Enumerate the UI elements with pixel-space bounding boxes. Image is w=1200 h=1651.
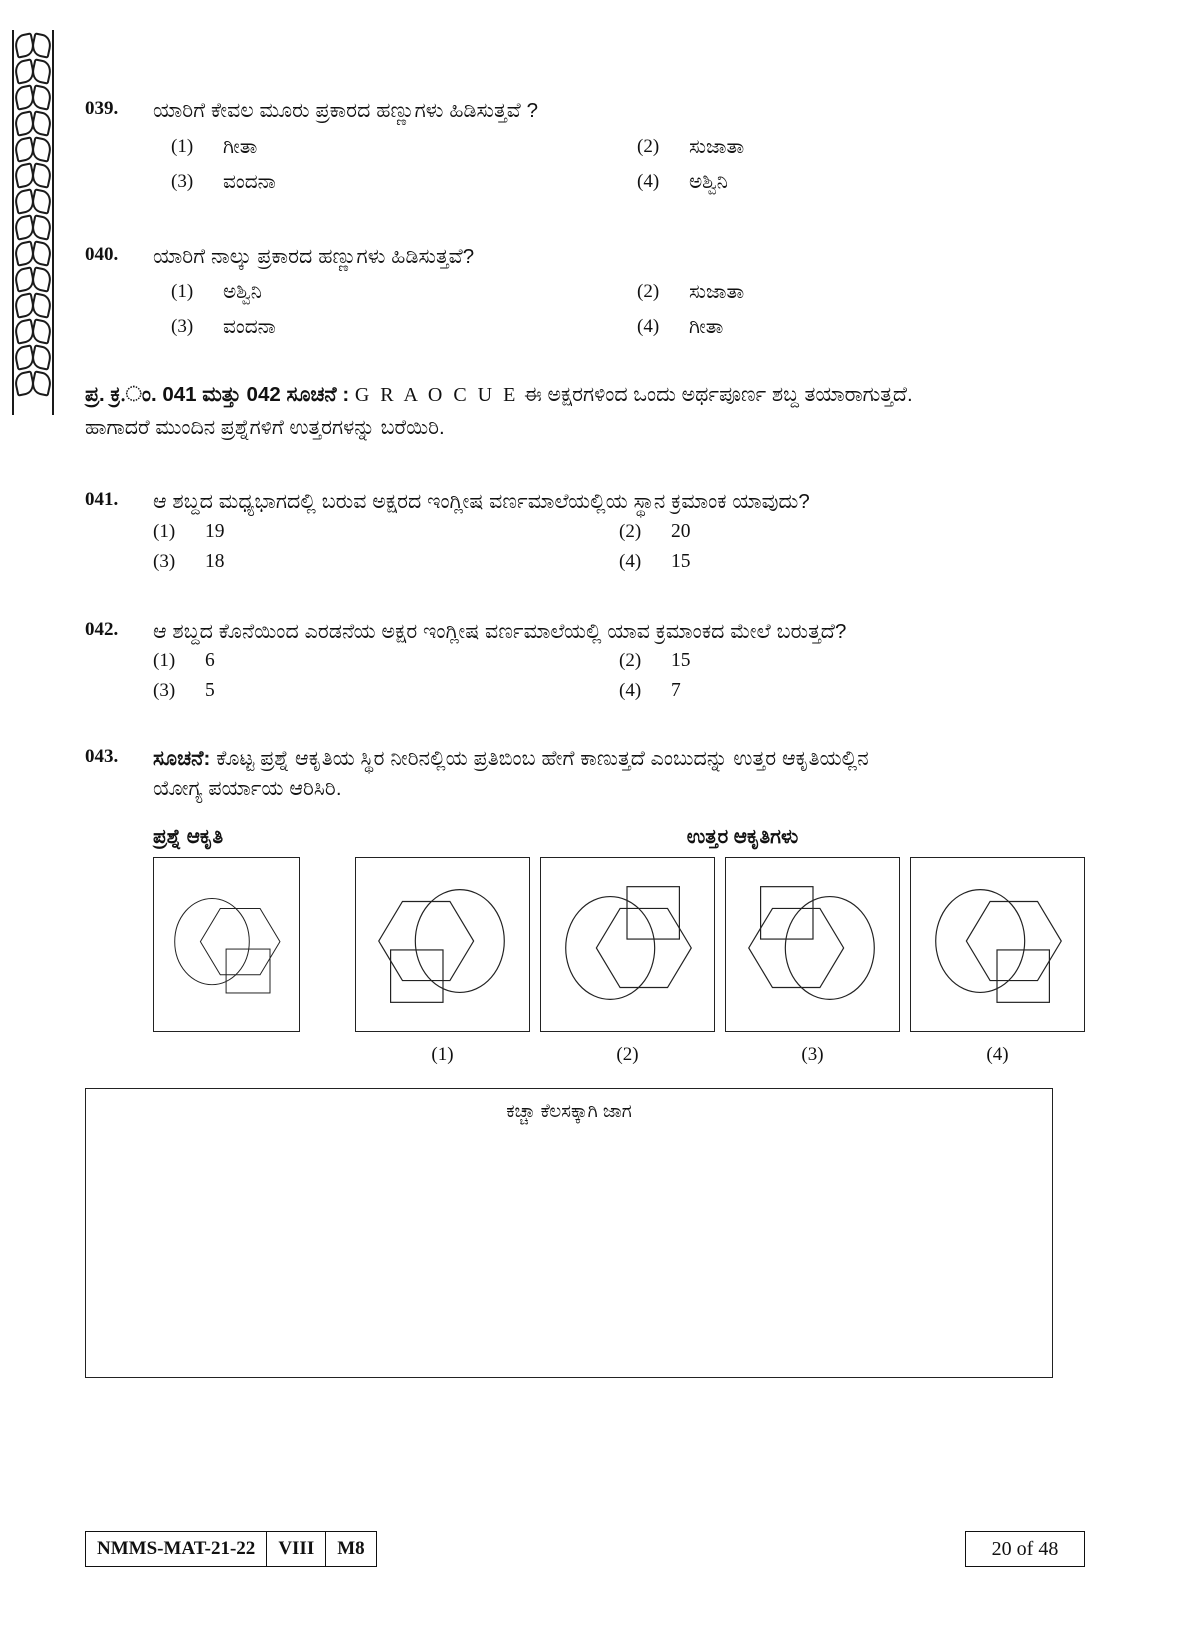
option-marker: (2) xyxy=(637,135,660,157)
option-label: ಗೀತಾ xyxy=(223,135,258,158)
option-2[interactable] xyxy=(619,136,1085,159)
option-marker: (4) xyxy=(637,316,660,338)
instruction-line2: ಹಾಗಾದರೆ ಮುಂದಿನ ಪ್ರಶ್ನೆಗಳಿಗೆ ಉತ್ತರಗಳನ್ನು ಬರೆಯಿರಿ. xyxy=(85,416,445,440)
option-label: ಸುಜಾತಾ xyxy=(689,135,745,158)
answer-figures-heading: ಉತ್ತರ ಆಕೃತಿಗಳು xyxy=(686,825,799,848)
option-label: ವಂದನಾ xyxy=(223,170,276,193)
option-1[interactable] xyxy=(153,281,619,304)
hexagon-shape xyxy=(596,908,691,987)
figure-headings xyxy=(85,826,1085,849)
option-marker: (1) xyxy=(153,520,176,542)
answer-figure-2[interactable] xyxy=(540,857,715,1032)
option-label: ಅಶ್ವಿನಿ xyxy=(223,281,262,304)
question-figure-svg xyxy=(154,858,299,1031)
option-marker: (3) xyxy=(171,316,194,338)
option-label: 18 xyxy=(205,550,225,572)
square-shape xyxy=(391,950,443,1002)
option-label: 15 xyxy=(671,550,691,572)
answer-figure-4-svg xyxy=(911,858,1084,1031)
instruction-lead: ಪ್ರ. ಕ್ರ.ಂ. 041 ಮತ್ತು 042 ಸೂಚನೆ : xyxy=(85,383,355,407)
answer-figure-1-svg xyxy=(356,858,529,1031)
question-figure-heading: ಪ್ರಶ್ನೆ ಆಕೃತಿ xyxy=(153,825,224,848)
answer-figure-3-svg xyxy=(726,858,899,1031)
hexagon-shape xyxy=(749,908,844,987)
option-2[interactable] xyxy=(619,521,1085,543)
question-text: ಆ ಶಬ್ದದ ಕೊನೆಯಿಂದ ಎರಡನೆಯ ಅಕ್ಷರ ಇಂಗ್ಲೀಷ ವರ್ಣಮಾಲೆಯಲ್ಲಿ ಯಾವ ಕ್ರಮಾಂಕದ ಮೇಲೆ ಬರುತ್ತದೆ? xyxy=(153,619,847,643)
answer-option-4[interactable] xyxy=(910,857,1085,1066)
figures-row xyxy=(85,857,1085,1066)
circle-shape xyxy=(175,898,250,984)
option-marker: (3) xyxy=(171,170,194,192)
footer-booklet-code: M8 xyxy=(337,1538,365,1559)
option-label: 20 xyxy=(671,520,691,542)
square-shape xyxy=(226,949,270,993)
hexagon-shape xyxy=(966,901,1061,980)
option-label: 15 xyxy=(671,650,691,672)
question-number: 042. xyxy=(85,618,119,640)
instruction-letters: G R A O C U E xyxy=(354,384,519,407)
instruction-label: ಸೂಚನೆ: xyxy=(153,747,211,771)
square-shape xyxy=(761,887,813,939)
instruction-line-1: ಕೊಟ್ಟ ಪ್ರಶ್ನೆ ಆಕೃತಿಯ ಸ್ಥಿರ ನೀರಿನಲ್ಲಿಯ ಪ್ರತಿಬಿಂಬ ಹೇಗೆ ಕಾಣುತ್ತದೆ ಎಂಬುದನ್ನು ಉತ್ತರ ಆಕೃತಿಯಲ್ಲಿನ xyxy=(210,747,869,771)
answer-figure-2-svg xyxy=(541,858,714,1031)
instruction-line-2: ಯೋಗ್ಯ ಪರ್ಯಾಯ ಆರಿಸಿರಿ. xyxy=(153,777,342,801)
question-number: 040. xyxy=(85,243,119,265)
instruction-rest: ಈ ಅಕ್ಷರಗಳಿಂದ ಒಂದು ಅರ್ಥಪೂರ್ಣ ಶಬ್ದ ತಯಾರಾಗುತ್ತದೆ. xyxy=(518,383,913,407)
option-1[interactable] xyxy=(153,136,619,159)
question-text: ಯಾರಿಗೆ ಕೇವಲ ಮೂರು ಪ್ರಕಾರದ ಹಣ್ಣುಗಳು ಹಿಡಿಸುತ್ತವೆ ? xyxy=(153,99,539,122)
option-marker: (2) xyxy=(637,281,660,303)
hexagon-shape xyxy=(379,901,474,980)
circle-shape xyxy=(415,890,504,993)
option-3[interactable] xyxy=(153,551,619,573)
hexagon-shape xyxy=(200,908,280,974)
option-label: 7 xyxy=(671,680,681,702)
answer-figure-4[interactable] xyxy=(910,857,1085,1032)
rough-work-label: ಕಚ್ಚಾ ಕೆಲಸಕ್ಕಾಗಿ ಜಾಗ xyxy=(506,1099,632,1121)
option-label: 6 xyxy=(205,650,215,672)
option-marker: (1) xyxy=(171,135,194,157)
option-4[interactable] xyxy=(619,551,1085,573)
option-list xyxy=(153,521,1085,581)
footer-class: VIII xyxy=(267,1532,326,1566)
option-marker: (4) xyxy=(619,550,642,572)
option-marker: (2) xyxy=(619,520,642,542)
question-figure xyxy=(153,857,300,1032)
question-039 xyxy=(85,96,1085,206)
option-4[interactable] xyxy=(619,171,1085,194)
option-label: ಅಶ್ವಿನಿ xyxy=(689,170,728,193)
option-marker: (3) xyxy=(153,680,176,702)
answer-figure-3[interactable] xyxy=(725,857,900,1032)
option-list xyxy=(153,650,1085,710)
square-shape xyxy=(997,950,1049,1002)
option-marker: (4) xyxy=(619,680,642,702)
option-label: ಗೀತಾ xyxy=(689,316,724,339)
question-number: 041. xyxy=(85,489,119,511)
square-shape xyxy=(627,887,679,939)
answer-figures-group xyxy=(355,857,1085,1066)
question-040 xyxy=(85,242,1085,352)
option-marker: (2) xyxy=(619,650,642,672)
option-list xyxy=(153,136,1085,206)
answer-option-1[interactable] xyxy=(355,857,530,1066)
answer-caption-4: (4) xyxy=(986,1043,1009,1065)
exam-page-content xyxy=(85,0,1085,1651)
option-2[interactable] xyxy=(619,281,1085,304)
page-footer xyxy=(85,1531,1085,1567)
option-marker: (4) xyxy=(637,170,660,192)
answer-caption-3: (3) xyxy=(801,1043,824,1065)
question-number: 039. xyxy=(85,98,119,119)
option-2[interactable] xyxy=(619,650,1085,672)
decorative-border-ornament xyxy=(12,30,54,415)
option-label: ಸುಜಾತಾ xyxy=(689,281,745,304)
question-text xyxy=(153,744,1085,803)
option-marker: (1) xyxy=(171,281,194,303)
circle-shape xyxy=(936,890,1025,993)
question-text: ಯಾರಿಗೆ ನಾಲ್ಕು ಪ್ರಕಾರದ ಹಣ್ಣುಗಳು ಹಿಡಿಸುತ್ತವೆ? xyxy=(153,244,475,268)
question-042 xyxy=(85,617,1085,711)
option-1[interactable] xyxy=(153,650,619,672)
answer-caption-1: (1) xyxy=(431,1043,454,1065)
question-043 xyxy=(85,744,1085,803)
question-number: 043. xyxy=(85,746,119,768)
option-label: 19 xyxy=(205,520,225,542)
answer-option-3[interactable] xyxy=(725,857,900,1066)
option-3[interactable] xyxy=(153,680,619,702)
page-indicator: 20 of 48 xyxy=(965,1531,1085,1567)
option-3[interactable] xyxy=(153,316,619,339)
answer-caption-2: (2) xyxy=(616,1043,639,1065)
rough-work-box[interactable] xyxy=(85,1088,1053,1378)
option-marker: (1) xyxy=(153,650,176,672)
circle-shape xyxy=(566,896,655,999)
footer-paper-code: NMMS-MAT-21-22 xyxy=(86,1532,267,1566)
question-text: ಆ ಶಬ್ದದ ಮಧ್ಯಭಾಗದಲ್ಲಿ ಬರುವ ಅಕ್ಷರದ ಇಂಗ್ಲೀಷ ವರ್ಣಮಾಲೆಯಲ್ಲಿಯ ಸ್ಥಾನ ಕ್ರಮಾಂಕ ಯಾವುದು? xyxy=(153,490,810,514)
option-label: ವಂದನಾ xyxy=(223,316,276,339)
option-4[interactable] xyxy=(619,316,1085,339)
answer-figure-1[interactable] xyxy=(355,857,530,1032)
option-1[interactable] xyxy=(153,521,619,543)
option-list xyxy=(153,281,1085,351)
question-041 xyxy=(85,487,1085,581)
option-marker: (3) xyxy=(153,550,176,572)
circle-shape xyxy=(785,896,874,999)
option-label: 5 xyxy=(205,680,215,702)
option-3[interactable] xyxy=(153,171,619,194)
instruction-041-042 xyxy=(85,379,1085,445)
option-4[interactable] xyxy=(619,680,1085,702)
footer-paper-info xyxy=(85,1531,377,1567)
answer-option-2[interactable] xyxy=(540,857,715,1066)
